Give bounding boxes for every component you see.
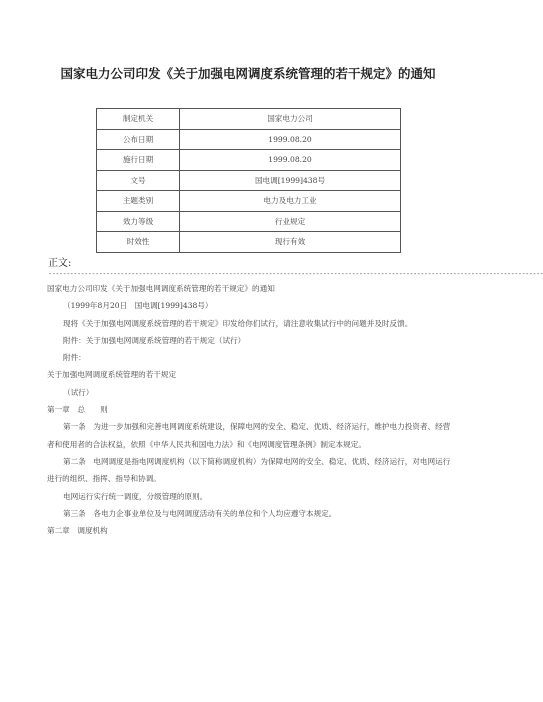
meta-value: 现行有效 (180, 232, 401, 253)
meta-value: 1999.08.20 (180, 150, 401, 171)
meta-value: 行业规定 (180, 211, 401, 232)
regulation-subtitle: （试行） (63, 387, 94, 397)
meta-label: 公布日期 (97, 129, 180, 150)
meta-label: 主题类别 (97, 191, 180, 212)
meta-label: 制定机关 (97, 109, 180, 130)
notice-title: 国家电力公司印发《关于加强电网调度系统管理的若干规定》的通知 (47, 284, 275, 293)
article: 第三条 各电力企事业单位及与电网调度活动有关的单位和个人均应遵守本规定。 (63, 508, 337, 518)
table-row (97, 129, 401, 150)
chapter-heading: 第一章 总 则 (47, 405, 108, 415)
body-heading: 正文: (48, 258, 72, 269)
meta-value: 国家电力公司 (180, 109, 401, 130)
meta-value: 电力及电力工业 (180, 191, 401, 212)
table-row (97, 150, 401, 171)
document-body (47, 280, 457, 539)
document-title: 国家电力公司印发《关于加强电网调度系统管理的若干规定》的通知 (60, 66, 436, 81)
article: 第二条 电网调度是指电网调度机构（以下简称调度机构）为保障电网的安全、稳定、优质、经济运行，对电网运行进行的组织、指挥、指导和协调。 (47, 456, 451, 484)
metadata-table (96, 108, 401, 253)
table-row (97, 232, 401, 253)
meta-value: 1999.08.20 (180, 129, 401, 150)
table-row (97, 170, 401, 191)
table-row (97, 109, 401, 130)
article: 第一条 为进一步加强和完善电网调度系统建设，保障电网的安全、稳定、优质、经济运行，维护电力投资者、经营者和使用者的合法权益，依照《中华人民共和国电力法》和《电网调度管理条例》制定本规定。 (47, 422, 451, 449)
table-row (97, 191, 401, 212)
paragraph: 现将《关于加强电网调度系统管理的若干规定》印发给你们试行，请注意收集试行中的问题并及时反馈。 (63, 318, 413, 328)
chapter-heading: 第二章 调度机构 (47, 526, 108, 536)
meta-value: 国电调[1999]438号 (180, 170, 401, 191)
dashed-divider: ----------------------------------------------------------------------------------------------------------------------------------------- (48, 270, 543, 278)
meta-label: 施行日期 (97, 150, 180, 171)
meta-label: 文号 (97, 170, 180, 191)
meta-label: 时效性 (97, 232, 180, 253)
paragraph: 电网运行实行统一调度，分级管理的原则。 (63, 491, 208, 501)
notice-date-ref: （1999年8月20日 国电调[1999]438号） (63, 301, 213, 311)
attachment-line: 附件：关于加强电网调度系统管理的若干规定（试行） (63, 335, 246, 345)
attachment-label: 附件： (63, 353, 86, 363)
table-row (97, 211, 401, 232)
meta-label: 效力等级 (97, 211, 180, 232)
regulation-title: 关于加强电网调度系统管理的若干规定 (47, 370, 177, 380)
